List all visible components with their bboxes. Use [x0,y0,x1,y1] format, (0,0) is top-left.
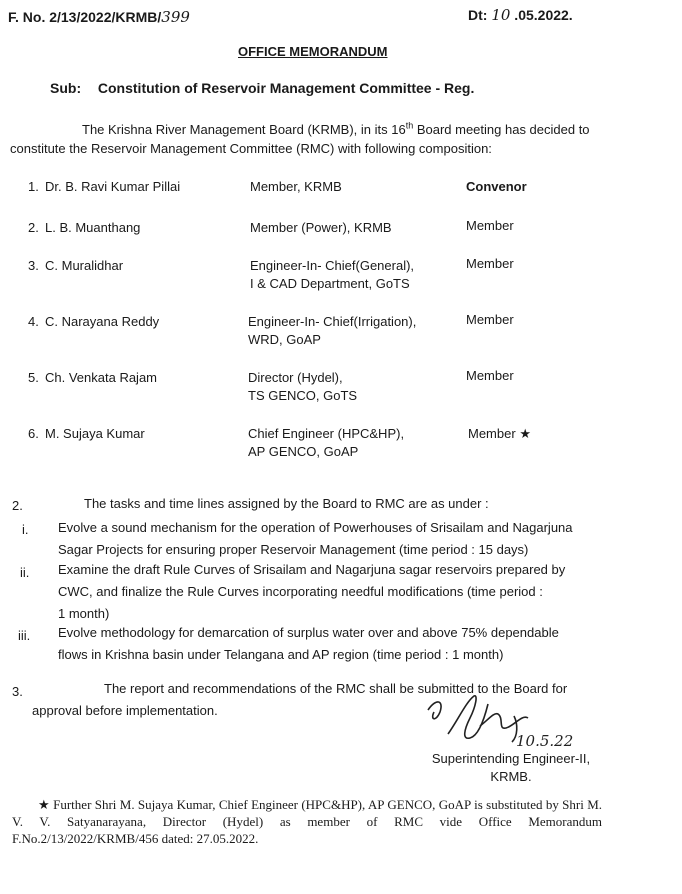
para-3-number: 3. [12,684,23,699]
signatory-designation: Superintending Engineer-II, [431,751,591,766]
member-name: C. Muralidhar [45,258,124,273]
para-2-number: 2. [12,498,23,513]
para-2-text: The tasks and time lines assigned by the Board to RMC are as under : [84,496,489,511]
para-3-line-1: The report and recommendations of the RMC shall be submitted to the Board for [104,681,568,696]
date-prefix: Dt: [468,7,492,23]
member-designation [248,369,357,405]
designation-line-1: Chief Engineer (HPC&HP), [248,426,405,441]
task-line: flows in Krishna basin under Telangana and AP region (time period : 1 month) [58,647,504,662]
file-number-prefix: F. No. 2/13/2022/KRMB/ [8,9,162,25]
footnote-text: Further Shri M. Sujaya Kumar, Chief Engineer (HPC&HP), AP GENCO, GoAP is substituted by Shri M. V. V. Satyanarayana, Director (Hydel) as member of RMC vide Office Memorandum F.No.2/13/2022/KRMB/456 dated: 27.05.2022. [12,797,603,846]
subject-text: Constitution of Reservoir Management Committee - Reg. [97,80,475,96]
star-icon: ★ [38,797,50,812]
signatory-org: KRMB. [490,769,532,784]
member-designation [250,178,342,196]
designation-line-2: AP GENCO, GoAP [248,444,359,459]
subject-label: Sub: [50,80,82,96]
star-icon: ★ [519,426,531,441]
item-roman: ii. [20,565,30,580]
member-number: 3. [28,258,39,273]
member-role: Member [466,218,514,233]
task-line: CWC, and finalize the Rule Curves incorporating needful modifications (time period : [58,584,543,599]
member-designation [248,425,404,461]
member-name: M. Sujaya Kumar [45,426,145,441]
member-designation [248,313,416,349]
task-item [58,622,559,666]
file-number [8,8,190,26]
task-item [58,559,565,625]
task-line: Examine the draft Rule Curves of Srisailam and Nagarjuna sagar reservoirs prepared by [58,562,566,577]
date-handwritten-day: 10 [491,6,511,24]
footnote [12,796,602,847]
intro-line-1 [10,120,640,139]
member-role: Convenor [466,179,527,194]
designation-line-2: I & CAD Department, GoTS [250,276,410,291]
page-title: OFFICE MEMORANDUM [238,44,388,59]
member-name: Dr. B. Ravi Kumar Pillai [45,179,181,194]
signature-icon [418,690,618,754]
designation-line-2: TS GENCO, GoTS [248,388,358,403]
member-role [468,425,531,443]
item-roman: iii. [18,628,31,643]
designation-line-1: Member, KRMB [250,179,342,194]
file-number-handwritten: 399 [161,8,190,26]
designation-line-1: Director (Hydel), [248,370,343,385]
memo-date [468,6,573,24]
subject-line [50,80,474,96]
item-roman: i. [22,522,29,537]
member-number: 5. [28,370,39,385]
member-number: 6. [28,426,39,441]
intro-superscript: th [405,120,414,131]
member-role: Member [466,256,514,271]
task-line: Evolve methodology for demarcation of surplus water over and above 75% dependable [58,625,559,640]
task-line: Sagar Projects for ensuring proper Reservoir Management (time period : 15 days) [58,542,529,557]
member-number: 1. [28,179,39,194]
intro-text-part2: Board meeting has decided to [413,122,590,137]
task-line: 1 month) [58,606,110,621]
task-line: Evolve a sound mechanism for the operation of Powerhouses of Srisailam and Nagarjuna [58,520,573,535]
member-designation [250,219,392,237]
para-3-line-2: approval before implementation. [32,703,218,718]
member-role: Member [466,368,514,383]
intro-paragraph [10,120,640,158]
member-role-text: Member [468,426,516,441]
member-name: C. Narayana Reddy [45,314,160,329]
member-name: L. B. Muanthang [45,220,141,235]
designation-line-2: WRD, GoAP [248,332,321,347]
designation-line-1: Engineer-In- Chief(Irrigation), [248,314,417,329]
member-role: Member [466,312,514,327]
date-suffix: .05.2022. [510,7,573,23]
designation-line-1: Member (Power), KRMB [250,220,392,235]
task-item [58,517,573,561]
intro-text-part1: The Krishna River Management Board (KRMB), in its 16 [82,122,406,137]
signatory-block [416,750,606,786]
designation-line-1: Engineer-In- Chief(General), [250,258,415,273]
signature-date: 10.5.22 [516,732,574,750]
member-name: Ch. Venkata Rajam [45,370,158,385]
member-number: 2. [28,220,39,235]
member-number: 4. [28,314,39,329]
intro-line-2: constitute the Reservoir Management Committee (RMC) with following composition: [10,141,492,156]
member-designation [250,257,414,293]
